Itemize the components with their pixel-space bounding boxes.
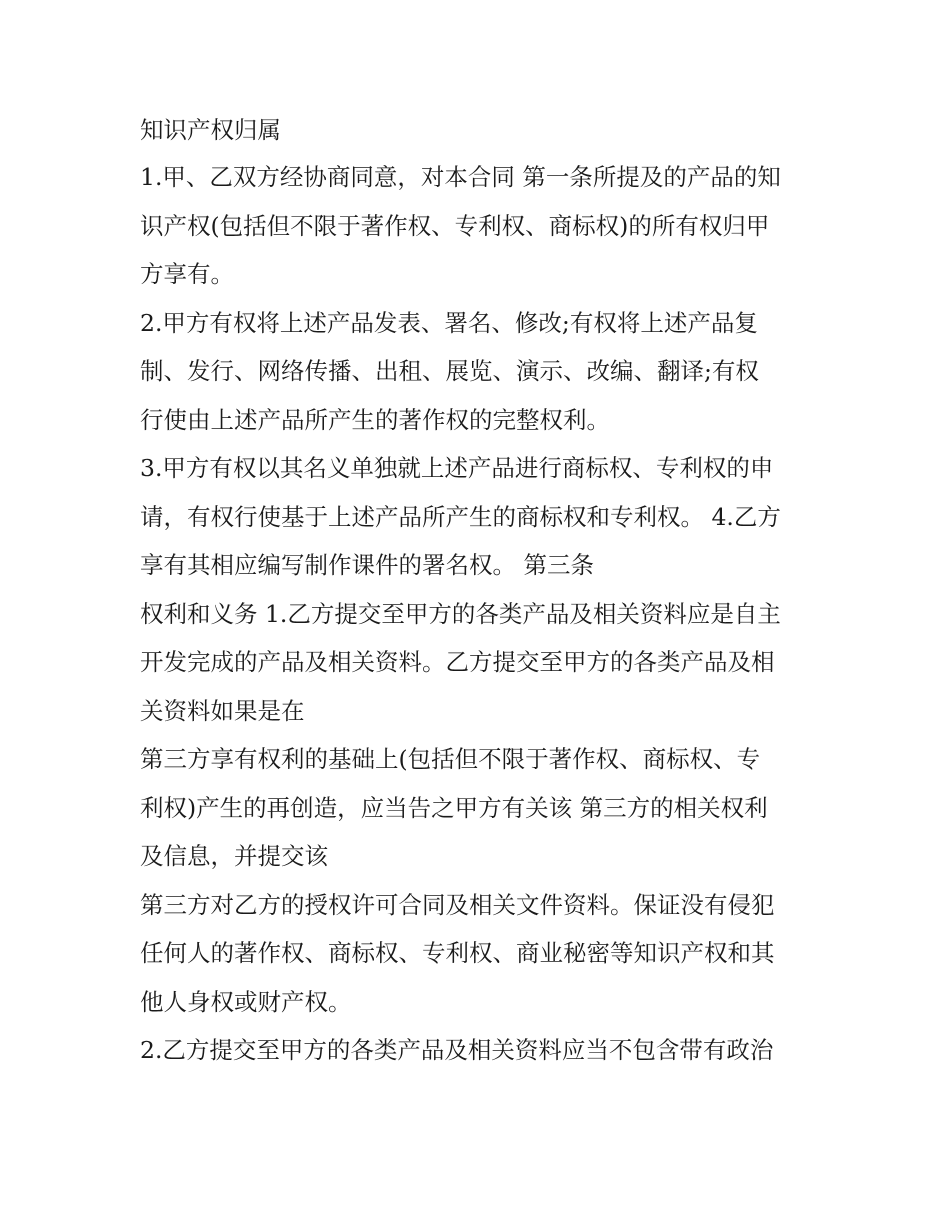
text-line: 第三方享有权利的基础上(包括但不限于著作权、商标权、专 [140,745,761,773]
section-heading: 知识产权归属 [140,116,281,144]
text-line: 识产权(包括但不限于著作权、专利权、商标权)的所有权归甲 [140,211,770,240]
text-line: 他人身权或财产权。 [140,987,352,1016]
text-line: 2.乙方提交至甲方的各类产品及相关资料应当不包含带有政治 [140,1036,774,1064]
text-line: 开发完成的产品及相关资料。乙方提交至甲方的各类产品及相 [140,648,775,676]
text-line: 2.甲方有权将上述产品发表、署名、修改;有权将上述产品复 [140,308,758,337]
text-line: 制、发行、网络传播、出租、展览、演示、改编、翻译;有权 [140,357,759,385]
text-line: 行使由上述产品所产生的著作权的完整权利。 [140,405,610,434]
text-line: 第三方对乙方的授权许可合同及相关文件资料。保证没有侵犯 [140,890,775,919]
text-line: 享有其相应编写制作课件的署名权。 第三条 [140,551,594,579]
text-line: 利权)产生的再创造，应当告之甲方有关该 第三方的相关权利 [140,793,768,822]
text-line: 任何人的著作权、商标权、专利权、商业秘密等知识产权和其 [140,939,775,967]
text-line: 关资料如果是在 [140,696,305,725]
document-body [140,108,820,1075]
text-line: 及信息，并提交该 [140,842,328,870]
text-line: 权利和义务 1.乙方提交至甲方的各类产品及相关资料应是自主 [140,599,781,628]
text-line: 1.甲、乙双方经协商同意，对本合同 第一条所提及的产品的知 [140,163,781,191]
text-line: 3.甲方有权以其名义单独就上述产品进行商标权、专利权的申 [140,454,774,482]
text-line: 方享有。 [140,260,234,288]
text-line: 请，有权行使基于上述产品所产生的商标权和专利权。 4.乙方 [140,502,781,531]
